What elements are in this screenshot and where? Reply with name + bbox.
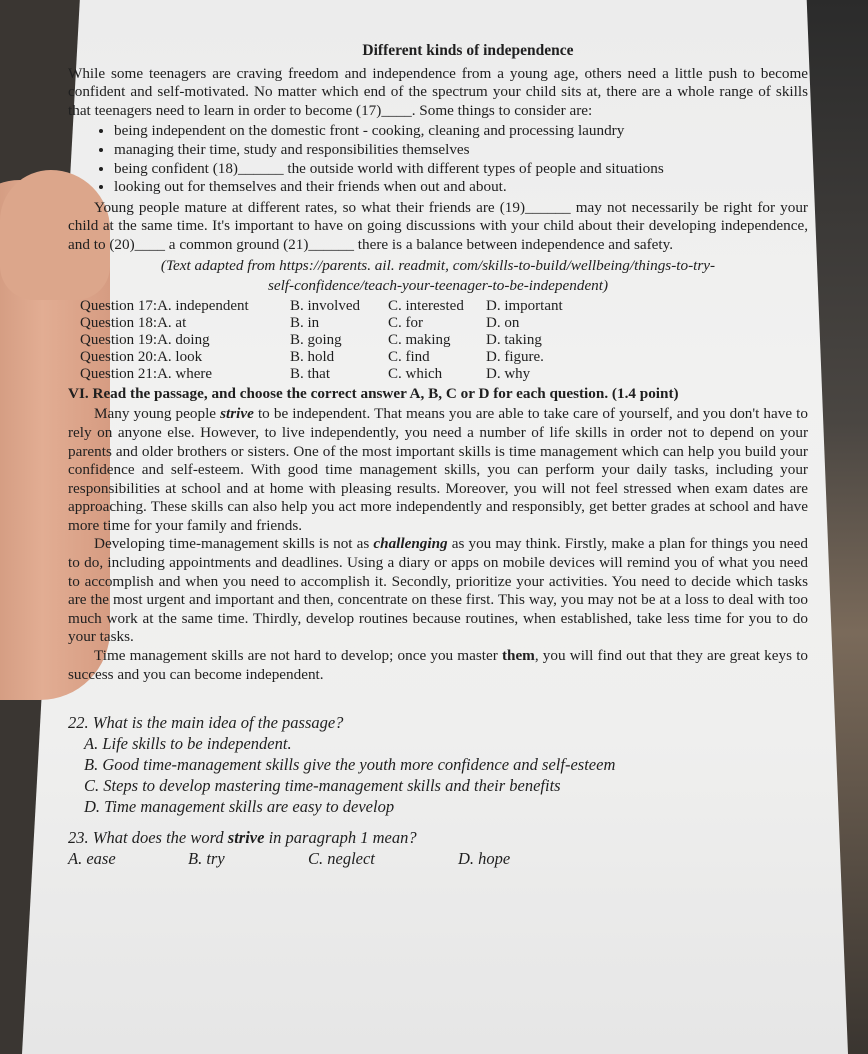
bullet-item: • managing their time, study and responsibilities themselves	[114, 141, 808, 160]
option-b: B. hold	[290, 348, 335, 365]
passage-paragraph-2	[68, 535, 808, 647]
option-d: D. on	[486, 314, 520, 331]
option-b: B. in	[290, 314, 320, 331]
option-a: Question 17:A. independent	[80, 297, 249, 314]
option-b: B. that	[290, 365, 330, 382]
option-a: Question 19:A. doing	[80, 331, 210, 348]
q22-answer-a: A. Life skills to be independent.	[84, 734, 292, 754]
option-row	[80, 315, 584, 332]
option-row	[80, 349, 584, 366]
option-row	[80, 298, 584, 315]
q23-answers	[68, 848, 808, 870]
text-run: in paragraph 1 mean?	[264, 828, 417, 848]
option-c: C. find	[388, 348, 430, 365]
option-c: C. for	[388, 314, 423, 331]
bullet-item: • looking out for themselves and their friends when out and about.	[114, 178, 808, 197]
source-line-2: self-confidence/teach-your-teenager-to-be-independent)	[267, 277, 609, 295]
option-row	[80, 366, 584, 383]
option-row	[80, 332, 584, 349]
source-line-1: (Text adapted from https://parents. ail. readmit, com/skills-to-build/wellbeing/things-to-try-	[160, 256, 716, 274]
highlighted-word: strive	[227, 828, 265, 848]
option-a: Question 20:A. look	[80, 348, 203, 365]
option-d: D. important	[486, 297, 563, 314]
intro-paragraph: While some teenagers are craving freedom and independence from a young age, others need a little push to become confident and self-motivated. No matter which end of the spectrum your child sits at, there are a whole range of skills that teenagers need to learn in order to become (17)____. Some things to consider are:	[68, 64, 808, 119]
passage-title: Different kinds of independence	[362, 42, 574, 59]
worksheet-content	[68, 42, 808, 870]
text-run: as you may think. Firstly, make a plan for things you need to do, including appointments and deadlines. Using a diary or apps on mobile devices will remind you of what you need to accomplish and when you need to accomplish it. Secondly, prioritize your activities. You need to decide which tasks are the most urgent and important and then, concentrate on these first. This way, you may not be at a loss to deal with too much work at the same time. Thirdly, develop routines because routines, when established, take less time for you to do your tasks.	[68, 535, 808, 646]
options-table	[80, 298, 584, 383]
text-run: Many young people	[94, 405, 221, 423]
option-b: B. going	[290, 331, 342, 348]
passage-paragraph-1	[68, 405, 808, 535]
question-23	[68, 827, 808, 848]
option-c: C. which	[388, 365, 443, 382]
option-c: C. interested	[388, 297, 464, 314]
bullet-item: • being confident (18)______ the outside world with different types of people and situations	[114, 160, 808, 179]
option-a: Question 18:A. at	[80, 314, 187, 331]
text-run: to be independent. That means you are able to take care of yourself, and you don't have to rely on anyone else. However, to live independently, you need a number of life skills in order not to depend on your parents and older brothers or sisters. One of the most important skills is time management which can help you build your confidence and self-esteem. With good time management skills, you can perform your daily tasks, including your responsibilities at school and at home with pleasing results. Moreover, you will not feel stressed when exam dates are approaching. These skills can also help you act more independently and responsibly, get better grades at school and have more time for your family and friends.	[68, 405, 808, 534]
question-22: 22. What is the main idea of the passage?	[68, 713, 344, 733]
section-heading: VI. Read the passage, and choose the correct answer A, B, C or D for each question. (1.4 point)	[68, 384, 679, 402]
highlighted-word: challenging	[373, 535, 448, 553]
second-paragraph: Young people mature at different rates, so what their friends are (19)______ may not necessarily be right for your child at the same time. It's important to have on going discussions with your child about their developing independence, and to (20)____ a common ground (21)______ there is a balance between independence and safety.	[68, 198, 808, 253]
bold-word: them	[501, 647, 535, 665]
option-c: C. making	[388, 331, 451, 348]
q23-answer-c: C. neglect	[308, 849, 375, 869]
option-d: D. taking	[486, 331, 542, 348]
passage-paragraph-3	[68, 647, 808, 684]
bullet-list	[68, 122, 808, 196]
q22-answer-b: B. Good time-management skills give the youth more confidence and self-esteem	[84, 755, 616, 775]
text-run: 23. What does the word	[68, 828, 228, 848]
q22-answer-c: C. Steps to develop mastering time-management skills and their benefits	[84, 776, 561, 796]
text-run: Time management skills are not hard to develop; once you master	[94, 647, 502, 665]
q23-answer-b: B. try	[188, 849, 225, 869]
option-a: Question 21:A. where	[80, 365, 213, 382]
q23-answer-a: A. ease	[68, 849, 116, 869]
q23-answer-d: D. hope	[458, 849, 511, 869]
option-d: D. figure.	[486, 348, 544, 365]
option-d: D. why	[486, 365, 531, 382]
text-run: Developing time-management skills is not as	[94, 535, 374, 553]
option-b: B. involved	[290, 297, 360, 314]
q22-answer-d: D. Time management skills are easy to develop	[84, 797, 395, 817]
highlighted-word: strive	[220, 405, 254, 423]
text-run: , you will find out that they are great keys to success and you can become independent.	[68, 647, 809, 683]
bullet-item: • being independent on the domestic front - cooking, cleaning and processing laundry	[114, 122, 808, 141]
